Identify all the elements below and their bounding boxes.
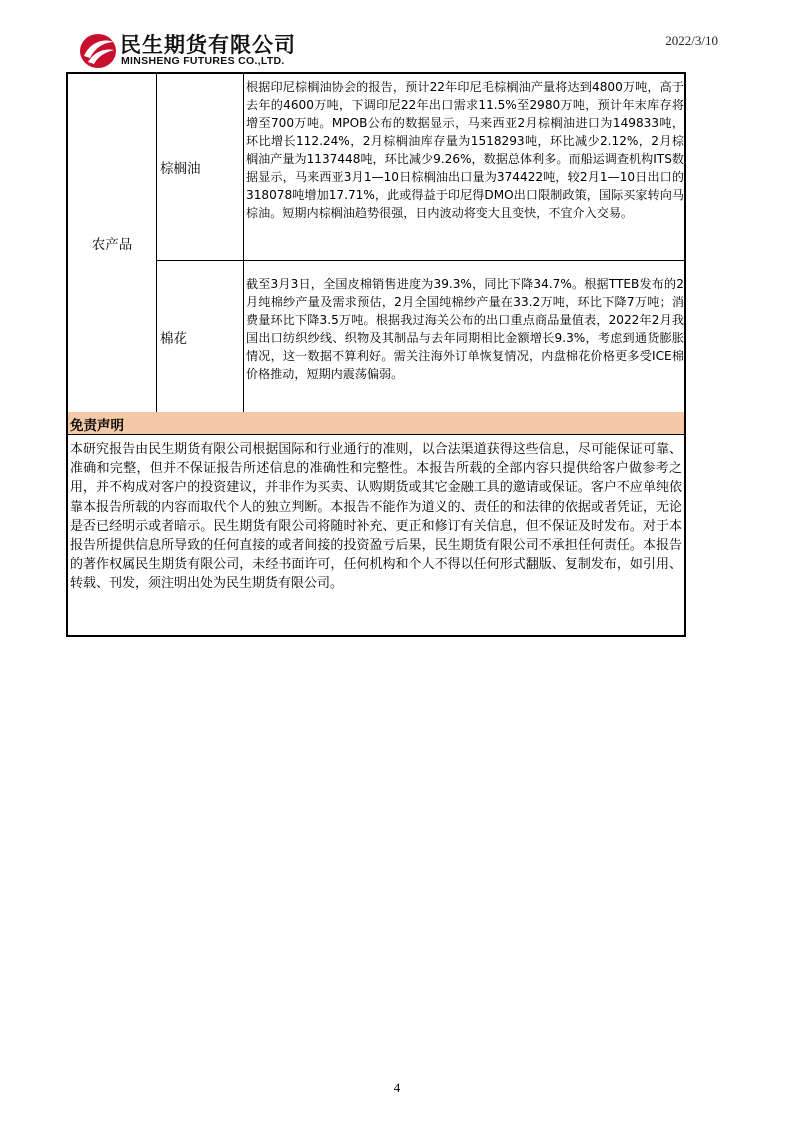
commodity-name-cotton: 棉花: [160, 330, 187, 347]
disclaimer-title: 免责声明: [70, 418, 124, 434]
column-divider: [156, 74, 157, 412]
disclaimer-header: [68, 412, 684, 434]
category-cell: 农产品: [91, 237, 133, 253]
disclaimer-text: 本研究报告由民生期货有限公司根据国际和行业通行的准则，以合法渠道获得这些信息，尽可能保证可靠、准确和完整，但并不保证报告所述信息的准确性和完整性。本报告所载的全部内容只提供给客户做参考之用，并不构成对客户的投资建议，并非作为买卖、认购期货或其它金融工具的邀请或保证。客户不应单纯依靠本报告所载的内容而取代个人的独立判断。本报告不能作为道义的、责任的和法律的依据或者凭证，无论是否已经明示或者暗示。民生期货有限公司将随时补充、更正和修订有关信息，但不保证及时发布。对于本报告所提供信息所导致的任何直接的或者间接的投资盈亏后果，民生期货有限公司不承担任何责任。本报告的著作权属民生期货有限公司，未经书面许可，任何机构和个人不得以任何形式翻版、复制发布，如引用、转载、刊发，须注明出处为民生期货有限公司。: [70, 442, 682, 592]
page-header: [0, 0, 794, 72]
company-logo: [78, 28, 318, 72]
palm-oil-analysis: 根据印尼棕榈油协会的报告，预计22年印尼毛棕榈油产量将达到4800万吨，高于去年的4600万吨，下调印尼22年出口需求11.5%至2980万吨，预计年末库存将增至700万吨。MPOB公布的数据显示，马来西亚2月棕榈油进口为149833吨，环比增长112.24%，2月棕榈油库存量为1518293吨，环比减少2.12%，2月棕榈油产量为1137448吨，环比减少9.26%，数据总体利多。而船运调查机构ITS数据显示，马来西亚3月1—10日棕榈油出口量为374422吨，较2月1—10日出口的318078吨增加17.71%，此或得益于印尼得DMO出口限制政策，国际买家转向马棕油。短期内棕榈油趋势很强，日内波动将变大且变快，不宜介入交易。: [246, 80, 684, 220]
page-number: 4: [393, 1080, 401, 1095]
minsheng-logo-icon: [78, 30, 118, 70]
cotton-analysis: 截至3月3日，全国皮棉销售进度为39.3%，同比下降34.7%。根据TTEB发布的2月纯棉纱产量及需求预估，2月全国纯棉纱产量在33.2万吨，环比下降7万吨；消费量环比下降3.5万吨。根据我过海关公布的出口重点商品量值表，2022年2月我国出口纺织纱线、织物及其制品与去年同期相比金额增长9.3%，考虑到通货膨胀情况，这一数据不算利好。需关注海外订单恢复情况，内盘棉花价格更多受ICE棉价格推动，短期内震荡偏弱。: [246, 277, 684, 381]
column-divider: [243, 74, 244, 412]
report-date: 2022/3/10: [665, 33, 718, 48]
company-name-en: MINSHENG FUTURES CO.,LTD.: [121, 55, 285, 67]
report-table: [66, 72, 686, 637]
company-name-cn: 民生期货有限公司: [120, 33, 296, 57]
row-divider: [68, 434, 684, 435]
commodity-name-palm-oil: 棕榈油: [160, 161, 201, 177]
